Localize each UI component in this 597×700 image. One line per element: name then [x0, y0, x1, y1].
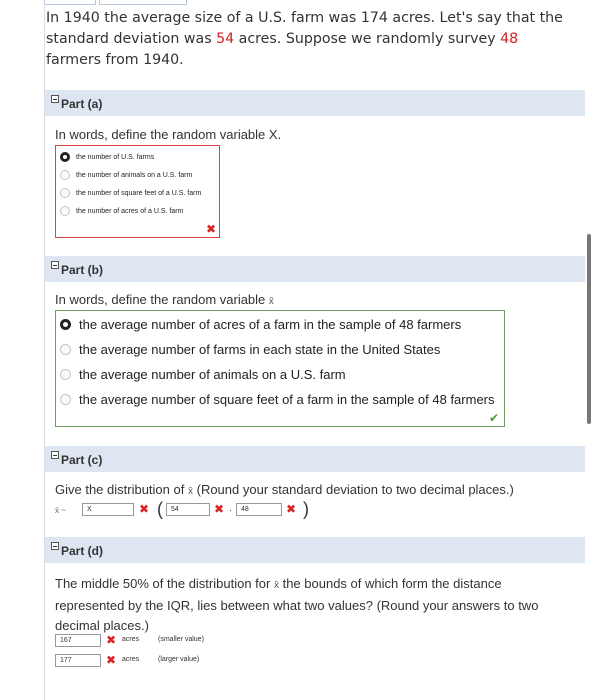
- part-d-header[interactable]: [45, 537, 585, 563]
- collapse-icon[interactable]: [51, 261, 59, 269]
- part-c-header[interactable]: [45, 446, 585, 472]
- sample-size: 48: [500, 31, 519, 47]
- part-d-title: Part (d): [61, 544, 103, 558]
- choice-label: the average number of acres of a farm in the sample of 48 farmers: [79, 317, 462, 332]
- part-c-question-b: (Round your standard deviation to two decimal places.): [196, 482, 514, 497]
- sd-value: 54: [216, 31, 235, 47]
- choice-label: the average number of farms in each state in the United States: [79, 342, 441, 357]
- part-b-choice[interactable]: [60, 367, 346, 382]
- unit-label: acres: [122, 656, 140, 663]
- part-b-choice[interactable]: [60, 342, 440, 357]
- top-tab-left[interactable]: [44, 0, 96, 5]
- mean-input[interactable]: 54: [166, 503, 210, 516]
- part-b-choice[interactable]: [60, 317, 461, 332]
- part-c-title: Part (c): [61, 453, 103, 467]
- problem-text-2: acres. Suppose we randomly survey: [234, 31, 501, 47]
- unit-label: acres: [122, 636, 140, 643]
- xbar-distributed-label: x̄ ~: [55, 506, 66, 515]
- open-paren: (: [157, 499, 163, 519]
- radio-icon[interactable]: [60, 394, 71, 405]
- part-d-question-b: the bounds of which form the distance represented by the IQR, lies between what two values? (Round your answers to two decimal places.): [55, 576, 539, 633]
- problem-text-1: In 1940 the average size of a U.S. farm was 174 acres. Let's say that the standard deviation was: [46, 10, 563, 47]
- part-b-header[interactable]: [45, 256, 585, 282]
- xbar-symbol: x̄: [273, 580, 279, 591]
- top-tab-right[interactable]: [99, 0, 187, 5]
- part-a-header[interactable]: [45, 90, 585, 116]
- xbar-symbol: x̄: [268, 296, 274, 307]
- choice-label: the average number of square feet of a farm in the sample of 48 farmers: [79, 392, 495, 407]
- part-a-choice[interactable]: [60, 152, 154, 162]
- part-b-title: Part (b): [61, 263, 103, 277]
- separator-dot: ·: [229, 505, 232, 515]
- incorrect-icon: ✖: [214, 502, 225, 516]
- part-d-question: [55, 574, 565, 636]
- incorrect-icon: ✖: [206, 222, 217, 236]
- part-b-choices: [55, 310, 505, 427]
- part-d-question-a: The middle 50% of the distribution for: [55, 576, 271, 591]
- choice-label: the number of acres of a U.S. farm: [76, 207, 184, 215]
- choice-label: the number of U.S. farms: [76, 153, 155, 161]
- choice-label: the number of square feet of a U.S. farm: [76, 189, 202, 197]
- distribution-input[interactable]: X: [82, 503, 134, 516]
- xbar-symbol: x̄: [187, 486, 193, 497]
- radio-icon[interactable]: [60, 344, 71, 355]
- sd-input[interactable]: 48: [236, 503, 282, 516]
- problem-statement: [46, 8, 566, 71]
- part-a-choices: [55, 145, 220, 238]
- radio-icon[interactable]: [60, 206, 70, 216]
- radio-selected-icon[interactable]: [60, 152, 70, 162]
- radio-icon[interactable]: [60, 170, 70, 180]
- incorrect-icon: ✖: [106, 633, 117, 647]
- close-paren: ): [303, 499, 309, 519]
- radio-icon[interactable]: [60, 369, 71, 380]
- part-a-title: Part (a): [61, 97, 103, 111]
- part-b-question: [55, 292, 274, 307]
- larger-value-input[interactable]: 177: [55, 654, 101, 667]
- part-b-question-text: In words, define the random variable: [55, 292, 266, 307]
- incorrect-icon: ✖: [106, 653, 117, 667]
- part-c-question: [55, 482, 514, 497]
- incorrect-icon: ✖: [139, 502, 150, 516]
- radio-selected-icon[interactable]: [60, 319, 71, 330]
- smaller-value-input[interactable]: 167: [55, 634, 101, 647]
- part-b-choice[interactable]: [60, 392, 495, 407]
- part-a-question: In words, define the random variable X.: [55, 127, 282, 142]
- choice-label: the average number of animals on a U.S. farm: [79, 367, 346, 382]
- scrollbar-thumb[interactable]: [587, 234, 591, 424]
- radio-icon[interactable]: [60, 188, 70, 198]
- problem-text-3: farmers from 1940.: [46, 52, 184, 68]
- part-c-question-a: Give the distribution of: [55, 482, 185, 497]
- collapse-icon[interactable]: [51, 451, 59, 459]
- larger-value-label: (larger value): [158, 656, 200, 663]
- correct-icon: ✔: [489, 411, 500, 425]
- collapse-icon[interactable]: [51, 95, 59, 103]
- smaller-value-label: (smaller value): [158, 636, 204, 643]
- part-a-choice[interactable]: [60, 170, 192, 180]
- part-a-choice[interactable]: [60, 188, 201, 198]
- part-a-choice[interactable]: [60, 206, 183, 216]
- collapse-icon[interactable]: [51, 542, 59, 550]
- incorrect-icon: ✖: [286, 502, 297, 516]
- choice-label: the number of animals on a U.S. farm: [76, 171, 193, 179]
